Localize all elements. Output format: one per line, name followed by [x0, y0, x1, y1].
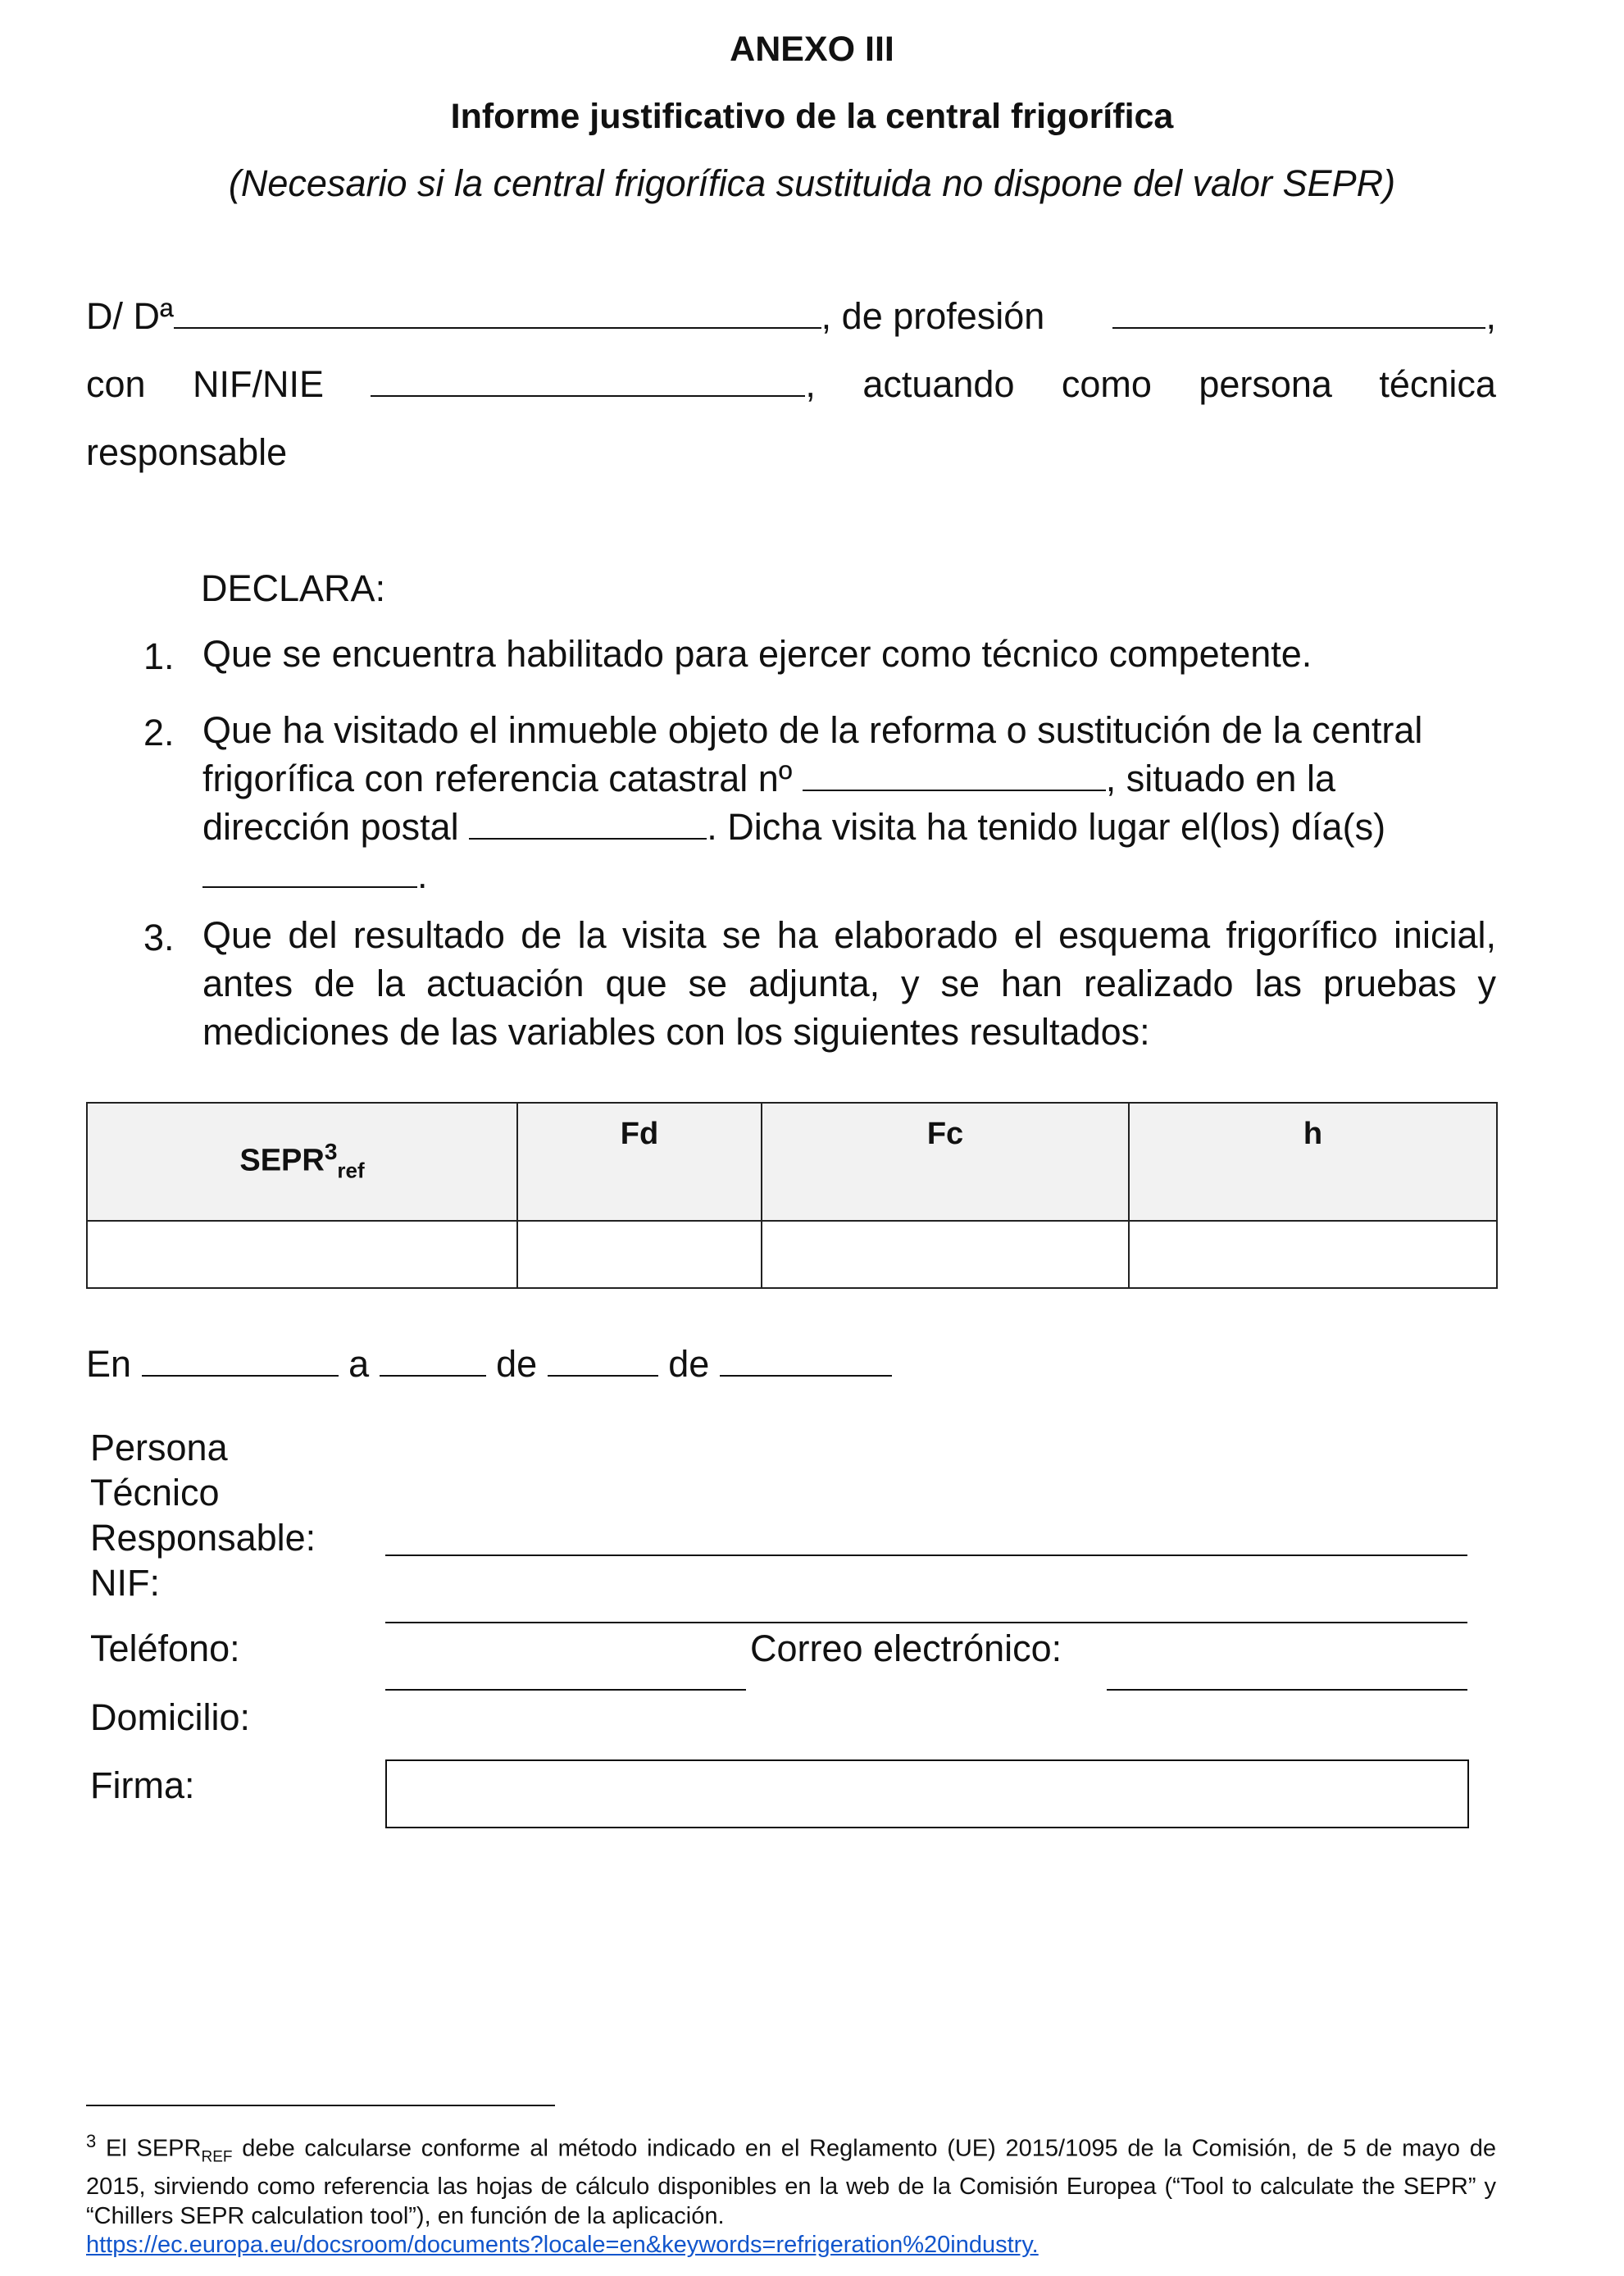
nif-nie-field[interactable] [371, 364, 805, 397]
cadastral-ref-field[interactable] [803, 758, 1106, 791]
annex-title: ANEXO III [730, 30, 894, 69]
profession-field[interactable] [1112, 296, 1485, 329]
fc-cell[interactable] [762, 1221, 1129, 1288]
intro-line-2: con NIF/NIE , actuando como persona técnica [86, 363, 1496, 405]
responsable-field[interactable] [385, 1555, 1467, 1556]
fc-header: Fc [762, 1103, 1129, 1221]
intro-line-3: responsable [86, 431, 288, 473]
responsable-label: Responsable: [90, 1517, 316, 1559]
telefono-label: Teléfono: [90, 1627, 240, 1669]
name-field[interactable] [174, 296, 821, 329]
sepr-ref-header: $SEPR^3_{ref}$ [87, 1103, 517, 1221]
tecnico-label: Técnico [90, 1472, 220, 1514]
nif-field[interactable] [385, 1622, 1467, 1623]
profession-label: , de profesión [821, 295, 1045, 337]
table-header-row [87, 1103, 1497, 1221]
signature-box[interactable] [385, 1759, 1469, 1828]
results-table [86, 1102, 1498, 1289]
intro-line-1: D/ Dª , de profesión , [86, 295, 1496, 337]
footnote-separator [86, 2105, 555, 2106]
footnote: $^3$ El $SEPR_{REF}$ debe calcularse conforme al método indicado en el Reglamento (UE) 2015/1095 de la Comisión, de 5 de mayo de 2015, sirviendo como referencia las hojas de cálculo disponibles en la web de la Comisión Europea (“Tool to calculate the SEPR” y “Chillers SEPR calculation tool”), en función de la aplicación. [86, 2131, 1496, 2230]
correo-label: Correo electrónico: [750, 1627, 1062, 1669]
item-1-text: Que se encuentra habilitado para ejercer como técnico competente. [202, 633, 1312, 675]
correo-field[interactable] [1107, 1689, 1467, 1691]
place-field[interactable] [142, 1344, 339, 1377]
item-2-number: 2. [143, 712, 175, 753]
visit-date-field[interactable] [202, 855, 417, 888]
firma-label: Firma: [90, 1764, 195, 1806]
sepr-ref-cell[interactable] [87, 1221, 517, 1288]
day-field[interactable] [380, 1344, 486, 1377]
footnote-link[interactable]: https://ec.europa.eu/docsroom/documents?locale=en&keywords=refrigeration%20industry. [86, 2232, 1039, 2258]
item-3-number: 3. [143, 917, 175, 958]
persona-label: Persona [90, 1427, 228, 1468]
declara-heading: DECLARA: [201, 567, 386, 609]
month-field[interactable] [548, 1344, 658, 1377]
postal-address-field[interactable] [469, 807, 707, 840]
item-3-text: Que del resultado de la visita se ha elaborado el esquema frigorífico inicial, antes de la actuación que se adjunta, y se han realizado las pruebas y mediciones de las variables con los siguientes resultados: [202, 914, 1496, 1053]
document-subtitle: Informe justificativo de la central frigorífica [450, 97, 1174, 136]
item-2-text: Que ha visitado el inmueble objeto de la reforma o sustitución de la central frigorífica con referencia catastral nº , situado en la dirección postal . Dicha visita ha tenido lugar el(los) día(s) . [202, 709, 1423, 896]
h-header: h [1129, 1103, 1497, 1221]
telefono-field[interactable] [385, 1689, 746, 1691]
nif-label: NIF: [90, 1562, 160, 1604]
fd-cell[interactable] [517, 1221, 762, 1288]
d-da-label: D/ Dª [86, 295, 174, 337]
domicilio-label: Domicilio: [90, 1696, 251, 1738]
year-field[interactable] [720, 1344, 892, 1377]
fd-header: Fd [517, 1103, 762, 1221]
date-line: En a de de [86, 1343, 892, 1386]
document-note: (Necesario si la central frigorífica sustituida no dispone del valor SEPR) [228, 162, 1396, 204]
item-1-number: 1. [143, 635, 175, 677]
table-row [87, 1221, 1497, 1288]
h-cell[interactable] [1129, 1221, 1497, 1288]
